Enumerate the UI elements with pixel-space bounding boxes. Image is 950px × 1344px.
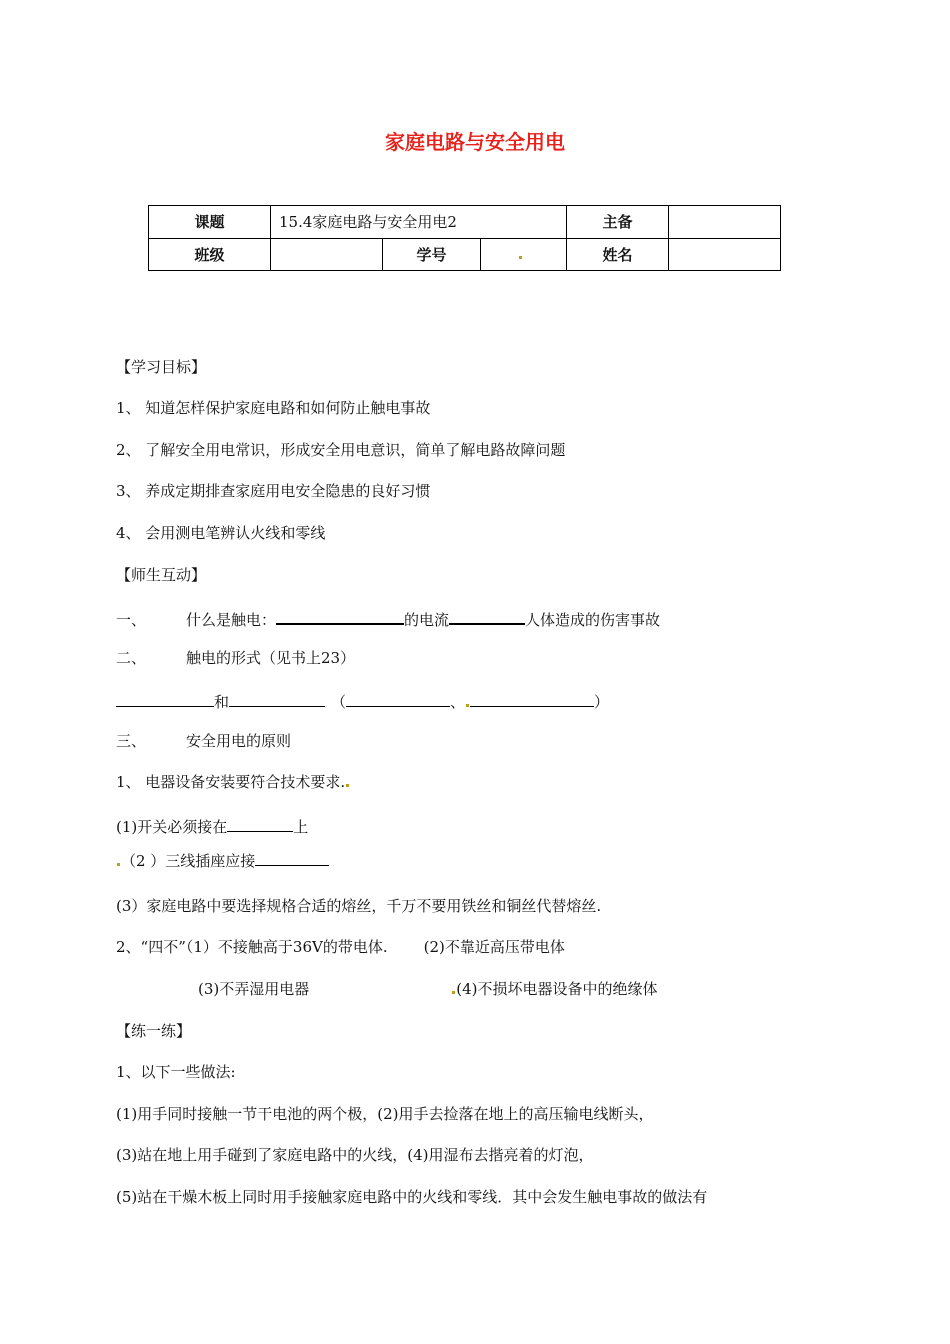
- label-student-id: 学号: [383, 238, 481, 271]
- question-1: 一、 什么是触电： 的电流 人体造成的伤害事故: [116, 606, 660, 630]
- principle-1a: (1)开关必须接在 上: [116, 814, 308, 837]
- student-id-field[interactable]: [481, 238, 567, 271]
- exercise-1-line-c: (5)站在干燥木板上同时用手接触家庭电路中的火线和零线．其中会发生触电事故的做法有: [116, 1188, 708, 1206]
- info-row-student: [149, 238, 781, 271]
- info-table: [148, 205, 781, 271]
- principle-1c: (3）家庭电路中要选择规格合适的熔丝，千万不要用铁丝和铜丝代替熔丝.: [116, 897, 602, 915]
- goal-item-2: 2、 了解安全用电常识，形成安全用电意识，简单了解电路故障问题: [116, 441, 566, 459]
- blank-electric-current[interactable]: [276, 606, 404, 625]
- principle-2-cont: (3)不弄湿用电器 (4)不损坏电器设备中的绝缘体: [198, 980, 658, 998]
- name-field[interactable]: [669, 238, 781, 271]
- blank-switch-wire[interactable]: [227, 814, 293, 832]
- mark-dot: [452, 991, 455, 994]
- question-2: 二、 触电的形式（见书上23）: [116, 649, 356, 667]
- label-preparer: 主备: [567, 206, 669, 239]
- exercise-1-line-b: (3)站在地上用手碰到了家庭电路中的火线，(4)用湿布去揩亮着的灯泡，: [116, 1146, 594, 1164]
- blank-through-body[interactable]: [449, 606, 525, 625]
- blank-shock-type-1[interactable]: [116, 689, 214, 707]
- label-class: 班级: [149, 238, 271, 271]
- principle-1b: （2 ）三线插座应接: [116, 848, 329, 871]
- blank-shock-type-2[interactable]: [229, 689, 325, 707]
- goal-item-3: 3、 养成定期排查家庭用电安全隐患的良好习惯: [116, 482, 431, 500]
- preparer-field[interactable]: [669, 206, 781, 239]
- mark-dot: [466, 704, 469, 707]
- question-2-blanks: 和 （ 、 ）: [116, 689, 609, 712]
- blank-shock-sub-1[interactable]: [346, 689, 450, 707]
- goal-item-4: 4、 会用测电笔辨认火线和零线: [116, 524, 326, 542]
- question-3: 三、 安全用电的原则: [116, 732, 292, 750]
- blank-shock-sub-2[interactable]: [470, 689, 594, 707]
- topic-value: 15.4家庭电路与安全用电2: [271, 206, 567, 239]
- principle-2: 2、“四不”（1）不接触高于36V的带电体. (2)不靠近高压带电体: [116, 938, 565, 956]
- principle-1: 1、 电器设备安装要符合技术要求.: [116, 772, 350, 792]
- exercise-1: 1、以下一些做法:: [116, 1063, 236, 1081]
- class-field[interactable]: [271, 238, 383, 271]
- blank-socket-ground[interactable]: [255, 848, 329, 866]
- interaction-heading: 【师生互动】: [116, 566, 207, 584]
- goal-item-1: 1、 知道怎样保护家庭电路和如何防止触电事故: [116, 399, 431, 417]
- mark-dot: [346, 784, 349, 787]
- mark-dot: [519, 256, 522, 259]
- goals-heading: 【学习目标】: [116, 358, 207, 376]
- info-row-topic: [149, 206, 781, 239]
- mark-dot: [117, 863, 120, 866]
- page-title: 家庭电路与安全用电: [385, 130, 565, 154]
- label-name: 姓名: [567, 238, 669, 271]
- exercise-1-line-a: (1)用手同时接触一节干电池的两个极，(2)用手去捡落在地上的高压输电线断头，: [116, 1105, 654, 1123]
- practice-heading: 【练一练】: [116, 1022, 192, 1040]
- label-topic: 课题: [149, 206, 271, 239]
